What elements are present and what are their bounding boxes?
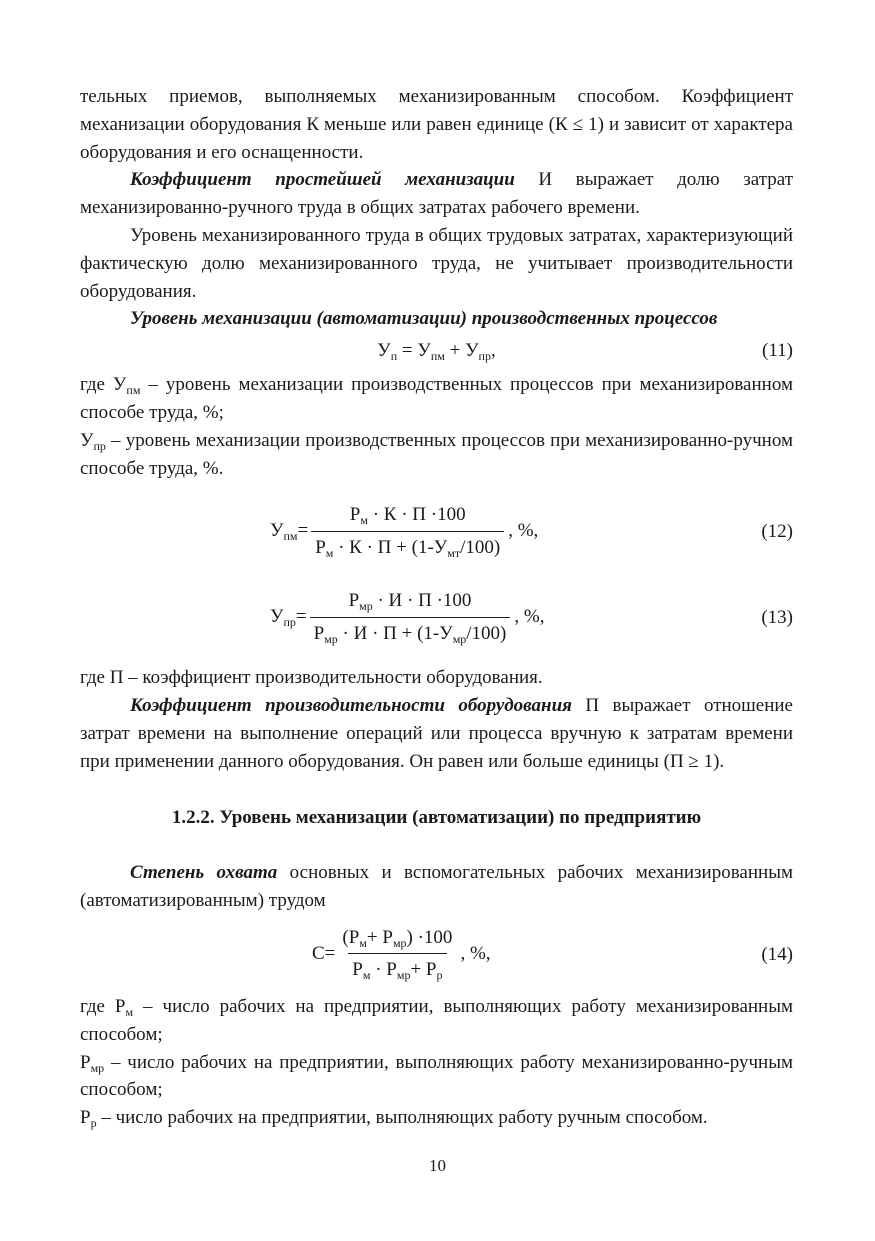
term-simplest-mechanization: Коэффициент простейшей механизации	[130, 169, 515, 191]
paragraph-upm-definition: где $У_{пм}$ – уровень механизации производственных процессов при механизированном способе труда, %;	[80, 374, 793, 423]
formula-13-expression: $У_{пр}=$ $\frac{Р_{мр} \cdot И \cdot П \cdot 100}{Р_{мр} \cdot И \cdot П + (1-У_{мр}/100)}$ , %,	[270, 574, 544, 660]
equation-number-11: (11)	[762, 340, 793, 362]
formula-14-fraction: $\frac{(Р_м+ Р_{мр}) \cdot 100}{Р_м \cdot Р_{мр}+ Р_р}$	[342, 926, 453, 983]
term-productivity-coefficient: Коэффициент производительности оборудования	[130, 695, 572, 717]
formula-13-fraction: $\frac{Р_{мр} \cdot И \cdot П \cdot 100}{Р_{мр} \cdot И \cdot П + (1-У_{мр}/100)}$	[310, 587, 511, 648]
paragraph-1: тельных приемов, выполняемых механизированным способом. Коэффициент механизации оборудования К меньше или равен единице (К ≤ 1) и зависит от характера оборудования и его оснащенности.	[80, 86, 793, 163]
page-content	[80, 83, 793, 1132]
term-coverage-degree: Степень охвата	[130, 862, 278, 884]
paragraph-2-text: И выражает долю затрат механизированно-ручного труда в общих затратах рабочего времени.	[80, 169, 793, 219]
paragraph-productivity: Коэффициент производительности оборудования П выражает отношение затрат времени на выполнение операций или процесса вручную к затратам времени при применении данного оборудования. Он равен или больше единицы (П ≥ 1).	[80, 695, 793, 772]
formula-14-expression: С= $\frac{(Р_м+ Р_{мр}) \cdot 100}{Р_м \cdot Р_{мр}+ Р_р}$ , %,	[312, 915, 491, 993]
paragraph-upr-definition: $У_{пр}$ – уровень механизации производственных процессов при механизированно-ручном способе труда, %.	[80, 429, 793, 479]
formula-13	[80, 574, 793, 660]
paragraph-rm-definition: где $Р_м$ – число рабочих на предприятии, выполняющих работу механизированным способом;	[80, 995, 793, 1045]
formula-14	[80, 915, 793, 993]
formula-12	[80, 488, 793, 574]
paragraph-3: Уровень механизированного труда в общих трудовых затратах, характеризующий фактическую долю механизированного труда, не учитывает производительности оборудования.	[80, 224, 793, 302]
paragraph-2	[80, 166, 793, 222]
formula-12-expression: $У_{пм}=$ $\frac{Р_м \cdot К \cdot П \cdot 100}{Р_м \cdot К \cdot П + (1-У_{мт}/100)}$ , %,	[270, 488, 538, 574]
page-number: 10	[429, 1156, 446, 1175]
formula-11-expression: $У_п = У_{пм} + У_{пр}$,	[377, 340, 496, 364]
paragraph-coverage: Степень охвата основных и вспомогательных рабочих механизированным (автоматизированным) трудом	[80, 862, 793, 912]
equation-number-12: (12)	[761, 521, 793, 543]
paragraph-rr-definition: $Р_р$ – число рабочих на предприятии, выполняющих работу ручным способом.	[80, 1107, 708, 1131]
paragraph-p-definition: где П – коэффициент производительности оборудования.	[80, 667, 543, 689]
formula-11	[80, 333, 793, 371]
subheading-process-mechanization: Уровень механизации (автоматизации) производственных процессов	[130, 308, 718, 330]
equation-number-14: (14)	[761, 943, 793, 965]
section-heading: 1.2.2. Уровень механизации (автоматизации) по предприятию	[171, 806, 702, 828]
paragraph-rmr-definition: $Р_{мр}$ – число рабочих на предприятии, выполняющих работу механизированно-ручным способом;	[80, 1051, 793, 1101]
formula-12-fraction: $\frac{Р_м \cdot К \cdot П \cdot 100}{Р_м \cdot К \cdot П + (1-У_{мт}/100)}$	[311, 501, 504, 562]
equation-number-13: (13)	[761, 607, 793, 629]
